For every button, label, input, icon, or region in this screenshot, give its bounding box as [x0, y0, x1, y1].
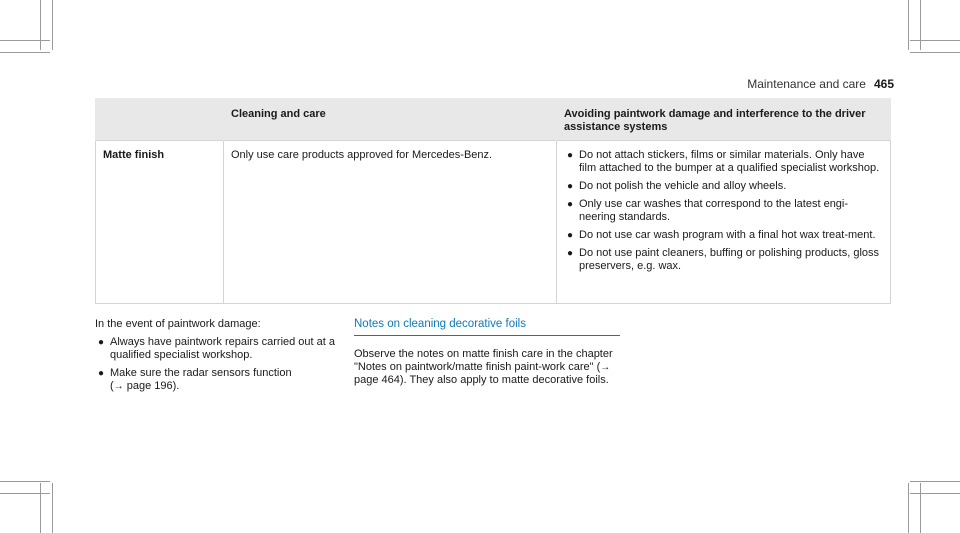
- page-ref-link[interactable]: page 464). They also apply to matte decorative foils.: [354, 374, 609, 386]
- table-header-avoiding: Avoiding paintwork damage and interference to the driver assistance systems: [557, 98, 891, 141]
- list-item: [95, 336, 350, 362]
- page-ref-link[interactable]: page 196).: [126, 380, 180, 392]
- list-item-text: Do not use paint cleaners, buffing or polishing products, gloss preservers, e.g. wax.: [579, 247, 880, 272]
- bullet-icon: ●: [567, 248, 574, 259]
- bullet-icon: ●: [98, 368, 105, 379]
- care-table: [95, 98, 891, 304]
- list-item-text: Do not polish the vehicle and alloy wheels.: [579, 180, 787, 192]
- page-number: 465: [873, 77, 894, 91]
- section-heading: Notes on cleaning decorative foils: [354, 318, 620, 336]
- crop-mark: [920, 483, 921, 533]
- list-item-text: Do not attach stickers, films or similar materials. Only have film attached to the bumper at a qualified specialist workshop.: [579, 149, 880, 174]
- avoiding-cell: [557, 141, 891, 304]
- paintwork-damage-intro: In the event of paintwork damage:: [95, 318, 261, 330]
- crop-mark: [52, 0, 53, 50]
- list-item-text: Do not use car wash program with a final hot wax treat-ment.: [579, 229, 876, 241]
- body-text-before: Observe the notes on matte finish care in the chapter "Notes on paintwork/matte finish paint-work care" (: [354, 348, 613, 373]
- bullet-icon: ●: [567, 181, 574, 192]
- table-header-row: [96, 98, 891, 141]
- page-ref-arrow-icon: →: [113, 381, 124, 392]
- list-item: [564, 149, 883, 175]
- page-ref-arrow-icon: →: [600, 362, 611, 373]
- crop-mark: [40, 0, 41, 50]
- crop-mark: [0, 493, 50, 494]
- paintwork-damage-list: [95, 336, 350, 393]
- avoiding-list: [564, 149, 883, 273]
- list-item: ● Make sure the radar sensors function (→ page 196).: [98, 367, 292, 392]
- crop-mark: [910, 52, 960, 53]
- list-item: [564, 198, 883, 224]
- crop-mark: [0, 481, 50, 482]
- cleaning-cell: Only use care products approved for Mercedes-Benz.: [224, 141, 557, 304]
- crop-mark: [908, 483, 909, 533]
- table-header-cleaning: Cleaning and care: [224, 98, 557, 141]
- list-item-text: Make sure the radar sensors function: [110, 367, 292, 379]
- table-row: [96, 141, 891, 304]
- crop-mark: [0, 40, 50, 41]
- table-header-empty: [96, 98, 224, 141]
- running-header-title: Maintenance and care: [747, 77, 866, 91]
- list-item: [564, 229, 883, 242]
- section-body: [354, 348, 622, 387]
- crop-mark: [40, 483, 41, 533]
- crop-mark: [0, 52, 50, 53]
- crop-mark: [908, 0, 909, 50]
- list-item-text: Only use car washes that correspond to the latest engi-neering standards.: [579, 198, 849, 223]
- bullet-icon: ●: [567, 150, 574, 161]
- crop-mark: [52, 483, 53, 533]
- row-label: Matte finish: [96, 141, 224, 304]
- crop-mark: [910, 481, 960, 482]
- list-item-text: Always have paintwork repairs carried out at a qualified specialist workshop.: [110, 336, 335, 361]
- crop-mark: [910, 40, 960, 41]
- paintwork-damage-section: [95, 318, 350, 398]
- bullet-icon: ●: [567, 199, 574, 210]
- crop-mark: [910, 493, 960, 494]
- bullet-icon: ●: [98, 337, 105, 348]
- crop-mark: [920, 0, 921, 50]
- bullet-icon: ●: [567, 230, 574, 241]
- decorative-foils-section: [354, 318, 622, 387]
- list-item: [564, 180, 883, 193]
- list-item: [564, 247, 883, 273]
- running-header: [747, 77, 894, 91]
